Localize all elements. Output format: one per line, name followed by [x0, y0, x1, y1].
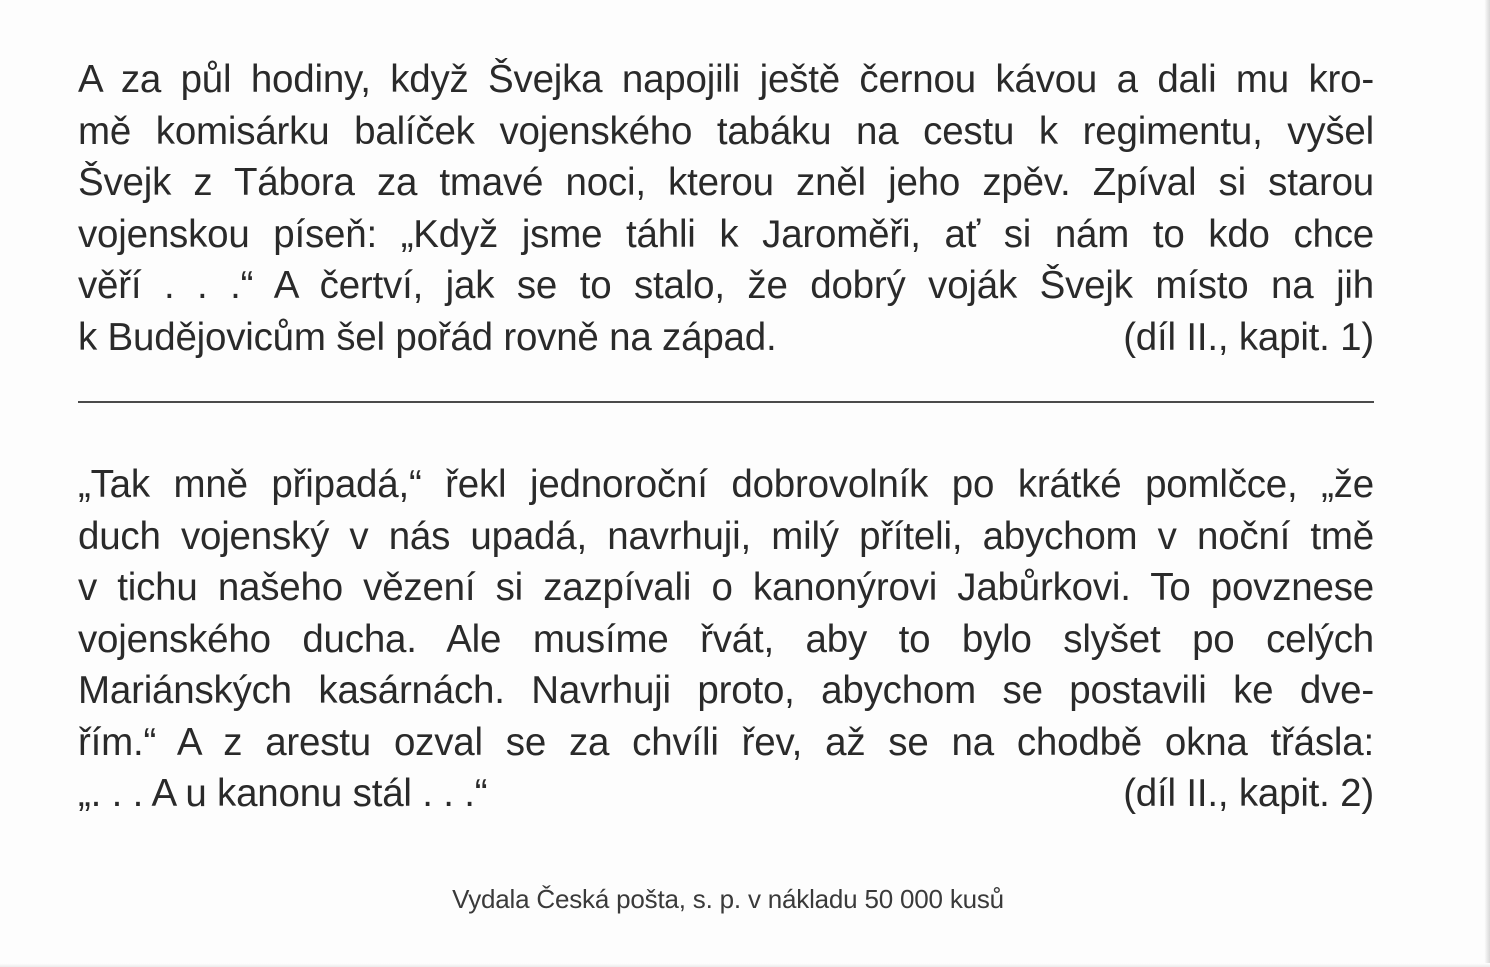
quote-passage-1	[78, 54, 1374, 363]
text-line: v tichu našeho vězení si zazpívali o kanonýrovi Jabůrkovi. To povznese	[78, 566, 1374, 609]
text-line: řím.“ A z arestu ozval se za chvíli řev, až se na chodbě okna třásla:	[78, 720, 1374, 764]
text-line: vojenského ducha. Ale musíme řvát, aby to bylo slyšet po celých	[78, 617, 1374, 661]
citation: (díl II., kapit. 1)	[1123, 315, 1374, 359]
text-line-last	[78, 312, 1374, 364]
citation: (díl II., kapit. 2)	[1123, 772, 1374, 815]
divider	[78, 401, 1374, 403]
text-line: duch vojenský v nás upadá, navrhuji, milý příteli, abychom v noční tmě	[78, 514, 1374, 558]
text-line: Švejk z Tábora za tmavé noci, kterou zněl jeho zpěv. Zpíval si starou	[78, 161, 1374, 204]
text-line: vojenskou píseň: „Když jsme táhli k Jaroměři, ať si nám to kdo chce	[78, 212, 1374, 256]
text-line: k Budějovicům šel pořád rovně na západ.	[78, 315, 777, 359]
text-line-last	[78, 768, 1374, 820]
text-line: Mariánských kasárnách. Navrhuji proto, abychom se postavili ke dve-	[78, 669, 1374, 712]
scan-edge	[0, 963, 1490, 967]
text-line: věří . . .“ A čertví, jak se to stalo, že dobrý voják Švejk místo na jih	[78, 264, 1374, 307]
scan-edge	[1484, 0, 1490, 967]
text-line: mě komisárku balíček vojenského tabáku na cestu k regimentu, vyšel	[78, 109, 1374, 153]
text-line: „. . . A u kanonu stál . . .“	[78, 772, 488, 815]
publisher-note: Vydala Česká pošta, s. p. v nákladu 50 000 kusů	[452, 884, 1004, 914]
quote-passage-2	[78, 459, 1374, 820]
text-line: A za půl hodiny, když Švejka napojili ještě černou kávou a dali mu kro-	[78, 58, 1374, 101]
text-line: „Tak mně připadá,“ řekl jednoroční dobrovolník po krátké pomlčce, „že	[78, 463, 1374, 506]
